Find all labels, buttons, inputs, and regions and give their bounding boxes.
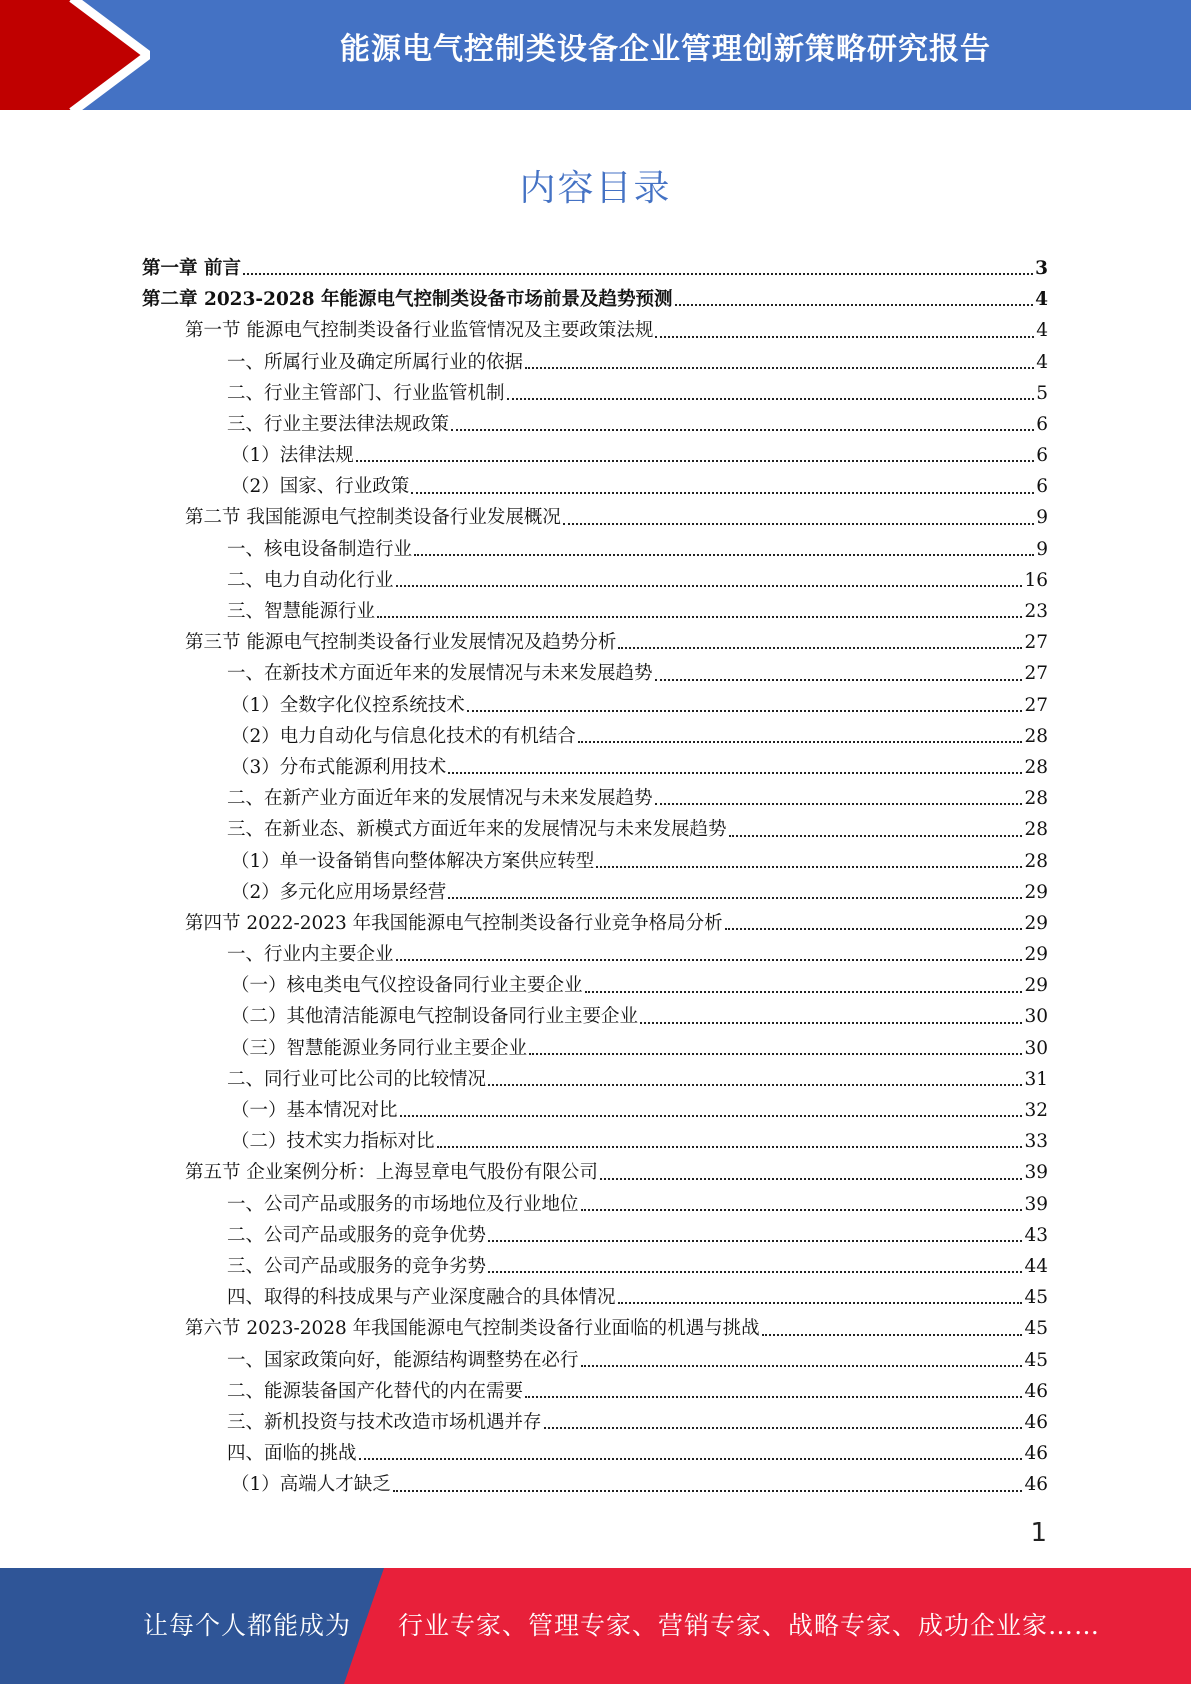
toc-dot-leader — [618, 647, 1022, 649]
toc-subsection-entry[interactable] — [142, 1095, 1048, 1126]
toc-entry-title: （1）单一设备销售向整体解决方案供应转型 — [231, 850, 595, 872]
toc-entry-page: 28 — [1024, 725, 1048, 747]
toc-entry-page: 39 — [1024, 1162, 1048, 1184]
toc-chapter-entry[interactable] — [142, 284, 1048, 315]
toc-entry-title: 二、能源装备国产化替代的内在需要 — [227, 1380, 524, 1402]
toc-entry-title: 二、同行业可比公司的比较情况 — [227, 1068, 487, 1090]
toc-entry-page: 6 — [1036, 413, 1048, 435]
toc-entry-title: 第五节 企业案例分析：上海昱章电气股份有限公司 — [185, 1162, 598, 1184]
toc-entry-page: 29 — [1024, 944, 1048, 966]
toc-entry-title: 一、所属行业及确定所属行业的依据 — [227, 351, 524, 373]
toc-entry-page: 33 — [1024, 1131, 1048, 1153]
toc-entry-page: 32 — [1024, 1100, 1048, 1122]
toc-entry-title: （1）高端人才缺乏 — [231, 1474, 391, 1496]
toc-dot-leader — [377, 616, 1022, 618]
toc-subsection-entry[interactable] — [142, 1282, 1048, 1313]
toc-dot-leader — [585, 991, 1023, 993]
toc-dot-leader — [400, 1115, 1023, 1117]
toc-subsection-entry[interactable] — [142, 534, 1048, 565]
toc-subsection-entry[interactable] — [142, 1064, 1048, 1095]
toc-entry-title: 一、国家政策向好，能源结构调整势在必行 — [227, 1349, 579, 1371]
toc-subsection-entry[interactable] — [142, 565, 1048, 596]
toc-entry-page: 46 — [1024, 1474, 1048, 1496]
toc-entry-title: 第一节 能源电气控制类设备行业监管情况及主要政策法规 — [185, 320, 654, 342]
toc-entry-title: （1）法律法规 — [231, 445, 354, 467]
toc-dot-leader — [563, 523, 1034, 525]
toc-entry-title: 二、公司产品或服务的竞争优势 — [227, 1224, 487, 1246]
toc-entry-title: 第三节 能源电气控制类设备行业发展情况及趋势分析 — [185, 632, 617, 654]
page-number: 1 — [1030, 1518, 1047, 1548]
toc-dot-leader — [411, 492, 1034, 494]
toc-subsection-entry[interactable] — [142, 1189, 1048, 1220]
toc-subsection-entry[interactable] — [142, 690, 1048, 721]
toc-entry-page: 9 — [1036, 538, 1048, 560]
toc-subsection-entry[interactable] — [142, 1220, 1048, 1251]
toc-entry-page: 29 — [1024, 912, 1048, 934]
toc-subsection-entry[interactable] — [142, 378, 1048, 409]
toc-chapter-entry[interactable] — [142, 253, 1048, 284]
toc-entry-page: 4 — [1036, 351, 1048, 373]
toc-dot-leader — [729, 835, 1023, 837]
toc-entry-title: 第一章 前言 — [142, 257, 241, 279]
toc-section-entry[interactable] — [142, 503, 1048, 534]
toc-dot-leader — [356, 460, 1034, 462]
toc-entry-page: 27 — [1024, 663, 1048, 685]
footer-slogan-right: 行业专家、管理专家、营销专家、战略专家、成功企业家…… — [398, 1611, 1101, 1640]
toc-entry-page: 44 — [1024, 1255, 1048, 1277]
toc-entry-title: （2）电力自动化与信息化技术的有机结合 — [231, 725, 576, 747]
toc-section-entry[interactable] — [142, 315, 1048, 346]
toc-entry-title: 一、行业内主要企业 — [227, 944, 394, 966]
toc-subsection-entry[interactable] — [142, 783, 1048, 814]
toc-entry-title: 第六节 2023-2028 年我国能源电气控制类设备行业面临的机遇与挑战 — [185, 1318, 760, 1340]
toc-entry-page: 4 — [1036, 320, 1048, 342]
toc-entry-page: 31 — [1024, 1068, 1048, 1090]
toc-entry-title: 一、公司产品或服务的市场地位及行业地位 — [227, 1193, 579, 1215]
toc-dot-leader — [243, 273, 1033, 275]
toc-dot-leader — [359, 1458, 1023, 1460]
toc-subsection-entry[interactable] — [142, 1438, 1048, 1469]
toc-entry-page: 30 — [1024, 1006, 1048, 1028]
toc-entry-title: 三、智慧能源行业 — [227, 601, 376, 623]
toc-entry-title: （一）基本情况对比 — [231, 1100, 398, 1122]
toc-entry-page: 27 — [1024, 632, 1048, 654]
toc-entry-title: （一）核电类电气仪控设备同行业主要企业 — [231, 975, 583, 997]
toc-dot-leader — [581, 1209, 1023, 1211]
footer-slogan-left: 让每个人都能成为 — [143, 1611, 352, 1640]
toc-dot-leader — [507, 398, 1035, 400]
toc-entry-page: 6 — [1036, 476, 1048, 498]
toc-subsection-entry[interactable] — [142, 1376, 1048, 1407]
toc-subsection-entry[interactable] — [142, 939, 1048, 970]
toc-entry-page: 46 — [1024, 1411, 1048, 1433]
toc-dot-leader — [675, 304, 1034, 306]
toc-entry-page: 6 — [1036, 445, 1048, 467]
toc-subsection-entry[interactable] — [142, 1126, 1048, 1157]
toc-dot-leader — [581, 1365, 1023, 1367]
toc-entry-page: 45 — [1024, 1349, 1048, 1371]
toc-subsection-entry[interactable] — [142, 658, 1048, 689]
toc-subsection-entry[interactable] — [142, 877, 1048, 908]
toc-subsection-entry[interactable] — [142, 471, 1048, 502]
toc-subsection-entry[interactable] — [142, 1002, 1048, 1033]
toc-heading: 内容目录 — [519, 168, 672, 209]
toc-entry-title: （二）技术实力指标对比 — [231, 1131, 435, 1153]
toc-dot-leader — [488, 1271, 1022, 1273]
toc-entry-title: （2）多元化应用场景经营 — [231, 881, 447, 903]
toc-dot-leader — [525, 367, 1034, 369]
toc-entry-page: 16 — [1024, 569, 1048, 591]
toc-dot-leader — [488, 1240, 1022, 1242]
toc-subsection-entry[interactable] — [142, 846, 1048, 877]
toc-dot-leader — [393, 1490, 1023, 1492]
toc-dot-leader — [448, 772, 1022, 774]
toc-dot-leader — [396, 959, 1023, 961]
toc-subsection-entry[interactable] — [142, 409, 1048, 440]
toc-entry-page: 28 — [1024, 788, 1048, 810]
toc-entry-page: 30 — [1024, 1037, 1048, 1059]
toc-dot-leader — [525, 1396, 1022, 1398]
toc-entry-page: 46 — [1024, 1443, 1048, 1465]
toc-dot-leader — [544, 1427, 1023, 1429]
toc-subsection-entry[interactable] — [142, 721, 1048, 752]
toc-entry-title: 四、取得的科技成果与产业深度融合的具体情况 — [227, 1287, 616, 1309]
toc-dot-leader — [488, 1084, 1022, 1086]
toc-entry-title: 第二章 2023-2028 年能源电气控制类设备市场前景及趋势预测 — [142, 289, 673, 311]
toc-subsection-entry[interactable] — [142, 1251, 1048, 1282]
toc-subsection-entry[interactable] — [142, 1469, 1048, 1500]
toc-section-entry[interactable] — [142, 627, 1048, 658]
toc-dot-leader — [655, 679, 1023, 681]
toc-subsection-entry[interactable] — [142, 752, 1048, 783]
toc-entry-page: 5 — [1036, 382, 1048, 404]
toc-subsection-entry[interactable] — [142, 1345, 1048, 1376]
toc-entry-page: 43 — [1024, 1224, 1048, 1246]
toc-entry-page: 27 — [1024, 694, 1048, 716]
toc-entry-title: 三、行业主要法律法规政策 — [227, 413, 450, 435]
toc-entry-title: 三、在新业态、新模式方面近年来的发展情况与未来发展趋势 — [227, 819, 727, 841]
toc-dot-leader — [414, 554, 1034, 556]
toc-subsection-entry[interactable] — [142, 814, 1048, 845]
toc-dot-leader — [596, 866, 1022, 868]
toc-dot-leader — [655, 803, 1023, 805]
toc-dot-leader — [725, 928, 1023, 930]
toc-entry-page: 23 — [1024, 601, 1048, 623]
toc-entry-page: 29 — [1024, 975, 1048, 997]
toc-subsection-entry[interactable] — [142, 347, 1048, 378]
toc-entry-title: 二、电力自动化行业 — [227, 569, 394, 591]
toc-dot-leader — [618, 1302, 1023, 1304]
toc-entry-page: 45 — [1024, 1318, 1048, 1340]
header-arrow-decoration — [0, 0, 150, 110]
toc-dot-leader — [529, 1053, 1022, 1055]
toc-dot-leader — [600, 1178, 1023, 1180]
toc-subsection-entry[interactable] — [142, 596, 1048, 627]
toc-entry-title: 第四节 2022-2023 年我国能源电气控制类设备行业竞争格局分析 — [185, 912, 723, 934]
toc-entry-page: 9 — [1036, 507, 1048, 529]
toc-section-entry[interactable] — [142, 1157, 1048, 1188]
toc-dot-leader — [655, 336, 1034, 338]
footer-banner — [0, 1568, 1191, 1684]
toc-entry-page: 39 — [1024, 1193, 1048, 1215]
toc-entry-title: （2）国家、行业政策 — [231, 476, 410, 498]
toc-entry-title: （二）其他清洁能源电气控制设备同行业主要企业 — [231, 1006, 639, 1028]
toc-entry-page: 29 — [1024, 881, 1048, 903]
header-banner — [0, 0, 1191, 110]
toc-entry-page: 28 — [1024, 819, 1048, 841]
toc-entry-title: 一、核电设备制造行业 — [227, 538, 413, 560]
toc-entry-title: （1）全数字化仪控系统技术 — [231, 694, 465, 716]
toc-subsection-entry[interactable] — [142, 1407, 1048, 1438]
toc-entry-title: 三、公司产品或服务的竞争劣势 — [227, 1255, 487, 1277]
toc-subsection-entry[interactable] — [142, 440, 1048, 471]
toc-dot-leader — [640, 1022, 1022, 1024]
toc-entry-page: 46 — [1024, 1380, 1048, 1402]
table-of-contents — [142, 253, 1048, 1501]
toc-entry-page: 28 — [1024, 850, 1048, 872]
toc-entry-title: 第二节 我国能源电气控制类设备行业发展概况 — [185, 507, 561, 529]
toc-entry-title: 二、行业主管部门、行业监管机制 — [227, 382, 505, 404]
toc-entry-page: 3 — [1035, 257, 1048, 279]
toc-dot-leader — [396, 585, 1023, 587]
toc-subsection-entry[interactable] — [142, 1033, 1048, 1064]
toc-dot-leader — [437, 1146, 1023, 1148]
toc-subsection-entry[interactable] — [142, 970, 1048, 1001]
toc-entry-title: （3）分布式能源利用技术 — [231, 756, 447, 778]
report-title: 能源电气控制类设备企业管理创新策略研究报告 — [340, 32, 991, 67]
toc-dot-leader — [762, 1334, 1023, 1336]
toc-dot-leader — [578, 741, 1023, 743]
toc-entry-page: 4 — [1035, 289, 1048, 311]
toc-dot-leader — [467, 710, 1023, 712]
toc-section-entry[interactable] — [142, 908, 1048, 939]
toc-entry-title: （三）智慧能源业务同行业主要企业 — [231, 1037, 528, 1059]
toc-entry-title: 三、新机投资与技术改造市场机遇并存 — [227, 1411, 542, 1433]
toc-entry-title: 一、在新技术方面近年来的发展情况与未来发展趋势 — [227, 663, 653, 685]
toc-section-entry[interactable] — [142, 1313, 1048, 1344]
toc-entry-page: 45 — [1024, 1287, 1048, 1309]
toc-entry-title: 二、在新产业方面近年来的发展情况与未来发展趋势 — [227, 788, 653, 810]
toc-dot-leader — [448, 897, 1022, 899]
toc-dot-leader — [451, 429, 1034, 431]
toc-entry-page: 28 — [1024, 756, 1048, 778]
toc-entry-title: 四、面临的挑战 — [227, 1443, 357, 1465]
